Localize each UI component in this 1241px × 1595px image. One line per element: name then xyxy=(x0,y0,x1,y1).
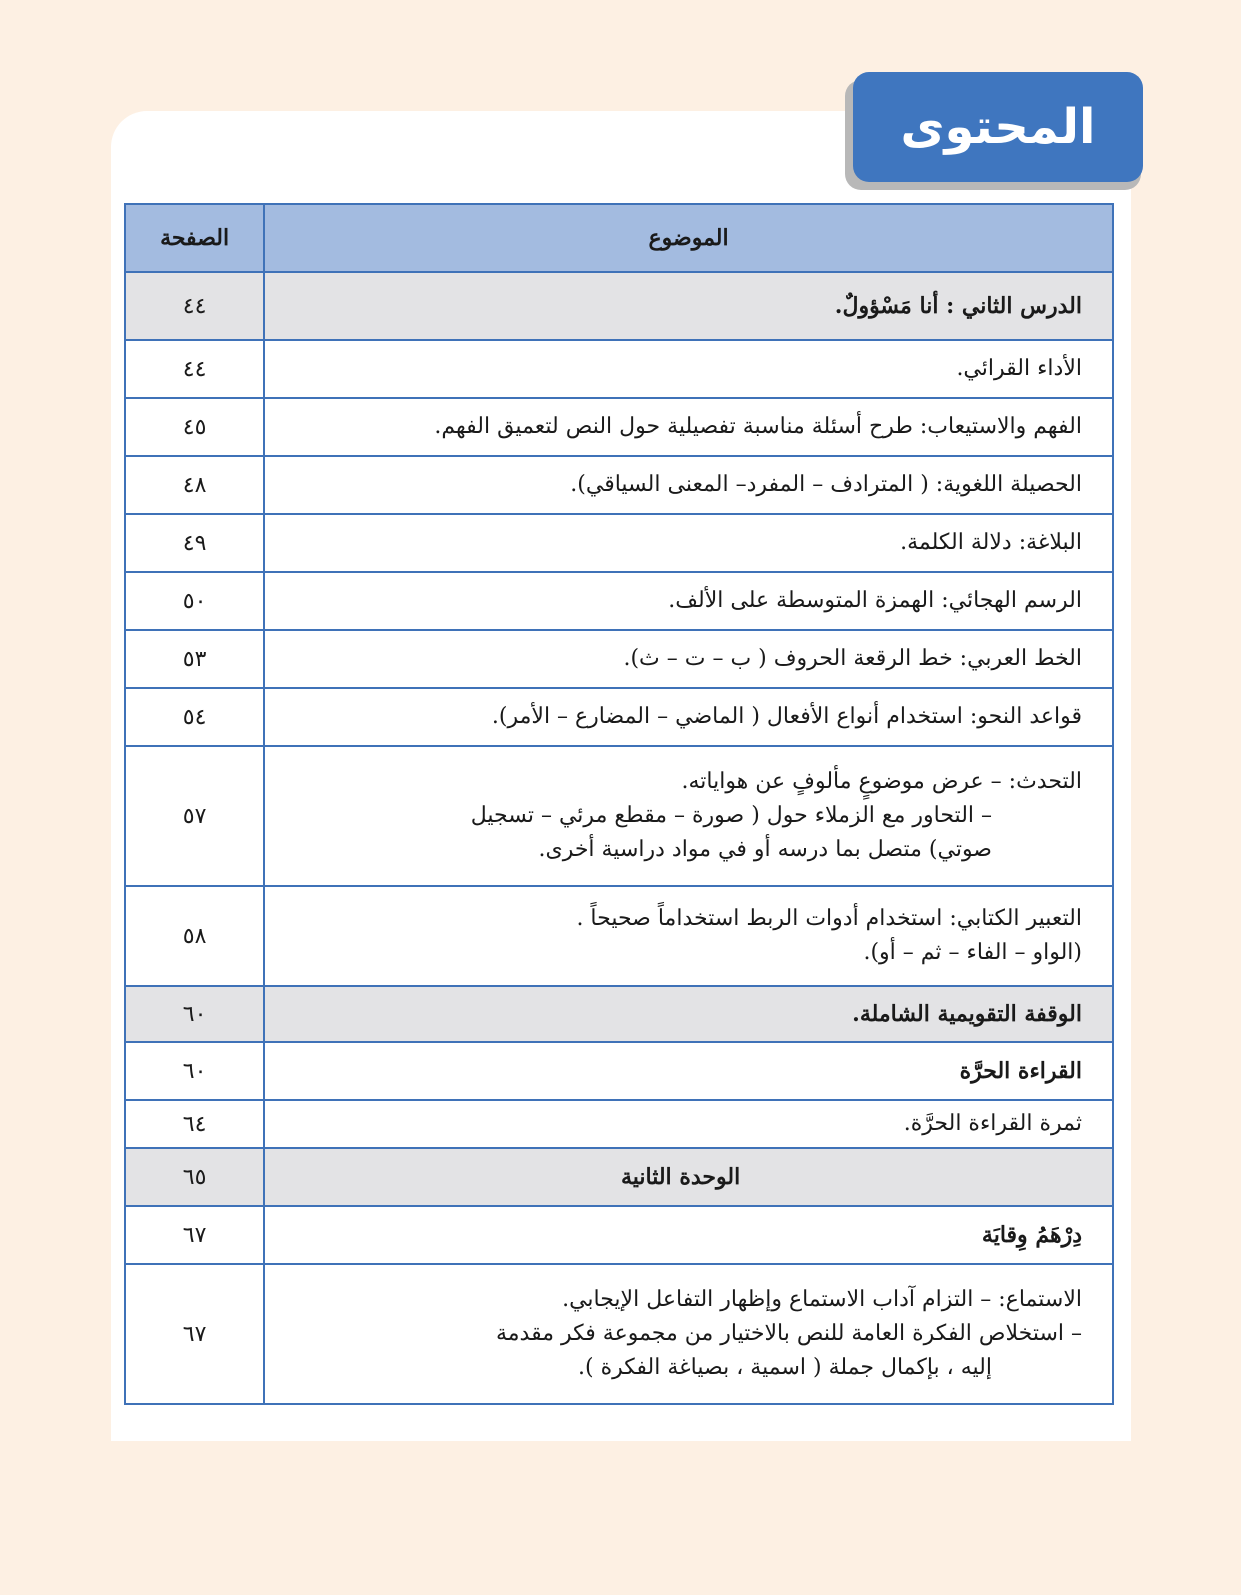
row-topic xyxy=(264,886,1113,986)
table-row xyxy=(125,1100,1113,1148)
row-line: (الواو – الفاء – ثم – أو). xyxy=(863,940,1082,965)
row-line: ثمرة القراءة الحرَّة. xyxy=(903,1111,1082,1136)
row-line: الدرس الثاني : أنا مَسْؤولٌ. xyxy=(834,293,1082,319)
table-row xyxy=(125,456,1113,514)
row-page: ٤٥ xyxy=(125,398,264,456)
table-row xyxy=(125,1206,1113,1264)
row-line: الخط العربي: خط الرقعة الحروف ( ب – ت – ث). xyxy=(623,646,1082,671)
row-line: الاستماع: – التزام آداب الاستماع وإظهار التفاعل الإيجابي. xyxy=(562,1287,1082,1312)
table-row xyxy=(125,688,1113,746)
contents-table xyxy=(124,203,1114,1405)
row-line: الرسم الهجائي: الهمزة المتوسطة على الألف. xyxy=(668,588,1082,613)
table-row xyxy=(125,514,1113,572)
table-row xyxy=(125,1264,1113,1404)
row-page: ٦٠ xyxy=(125,986,264,1042)
row-topic xyxy=(264,688,1113,746)
row-line: التعبير الكتابي: استخدام أدوات الربط استخداماً صحيحاً . xyxy=(576,906,1082,931)
row-page: ٦٠ xyxy=(125,1042,264,1100)
row-line: إليه ، بإكمال جملة ( اسمية ، بصياغة الفكرة ). xyxy=(578,1355,992,1380)
row-topic xyxy=(264,514,1113,572)
topic-header: الموضوع xyxy=(264,204,1113,272)
row-page: ٦٤ xyxy=(125,1100,264,1148)
row-topic xyxy=(264,1264,1113,1404)
table-row xyxy=(125,886,1113,986)
row-topic xyxy=(264,340,1113,398)
row-line: الفهم والاستيعاب: طرح أسئلة مناسبة تفصيلية حول النص لتعميق الفهم. xyxy=(434,414,1082,439)
table-row xyxy=(125,272,1113,340)
row-line: قواعد النحو: استخدام أنواع الأفعال ( الماضي – المضارع – الأمر). xyxy=(491,704,1082,729)
table-row xyxy=(125,1042,1113,1100)
row-topic xyxy=(264,1206,1113,1264)
row-topic xyxy=(264,1100,1113,1148)
row-topic xyxy=(264,1042,1113,1100)
row-line: – استخلاص الفكرة العامة للنص بالاختيار من مجموعة فكر مقدمة xyxy=(495,1321,1082,1346)
table-row xyxy=(125,746,1113,886)
table-row xyxy=(125,986,1113,1042)
row-page: ٥٤ xyxy=(125,688,264,746)
row-line: التحدث: – عرض موضوعٍ مألوفٍ عن هواياته. xyxy=(681,769,1082,794)
row-page: ٥٧ xyxy=(125,746,264,886)
row-line: – التحاور مع الزملاء حول ( صورة – مقطع مرئي – تسجيل xyxy=(470,803,992,828)
row-topic xyxy=(264,456,1113,514)
table-row xyxy=(125,572,1113,630)
row-line: البلاغة: دلالة الكلمة. xyxy=(900,530,1082,555)
row-line: دِرْهَمُ وِقايَة xyxy=(981,1222,1082,1248)
row-page: ٤٤ xyxy=(125,272,264,340)
page-title: المحتوى xyxy=(853,72,1143,182)
row-line: القراءة الحرَّة xyxy=(959,1058,1082,1084)
table-row xyxy=(125,398,1113,456)
row-line: الوحدة الثانية xyxy=(620,1164,741,1190)
row-page: ٦٧ xyxy=(125,1206,264,1264)
page-header: الصفحة xyxy=(125,204,264,272)
row-line: صوتي) متصل بما درسه أو في مواد دراسية أخرى. xyxy=(538,837,992,862)
row-page: ٥٨ xyxy=(125,886,264,986)
row-line: الحصيلة اللغوية: ( المترادف – المفرد– المعنى السياقي). xyxy=(570,472,1082,497)
row-line: الوقفة التقويمية الشاملة. xyxy=(852,1001,1082,1027)
row-line: الأداء القرائي. xyxy=(956,356,1082,381)
row-page: ٦٥ xyxy=(125,1148,264,1206)
row-page: ٤٤ xyxy=(125,340,264,398)
table-row xyxy=(125,1148,1113,1206)
row-topic xyxy=(264,746,1113,886)
row-page: ٥٣ xyxy=(125,630,264,688)
row-page: ٥٠ xyxy=(125,572,264,630)
row-topic xyxy=(264,986,1113,1042)
table-row xyxy=(125,340,1113,398)
table-header-row xyxy=(125,204,1113,272)
row-topic xyxy=(264,398,1113,456)
row-topic xyxy=(264,272,1113,340)
row-topic xyxy=(264,630,1113,688)
row-page: ٤٩ xyxy=(125,514,264,572)
row-page: ٦٧ xyxy=(125,1264,264,1404)
row-topic xyxy=(264,572,1113,630)
row-page: ٤٨ xyxy=(125,456,264,514)
row-topic xyxy=(264,1148,1113,1206)
table-row xyxy=(125,630,1113,688)
